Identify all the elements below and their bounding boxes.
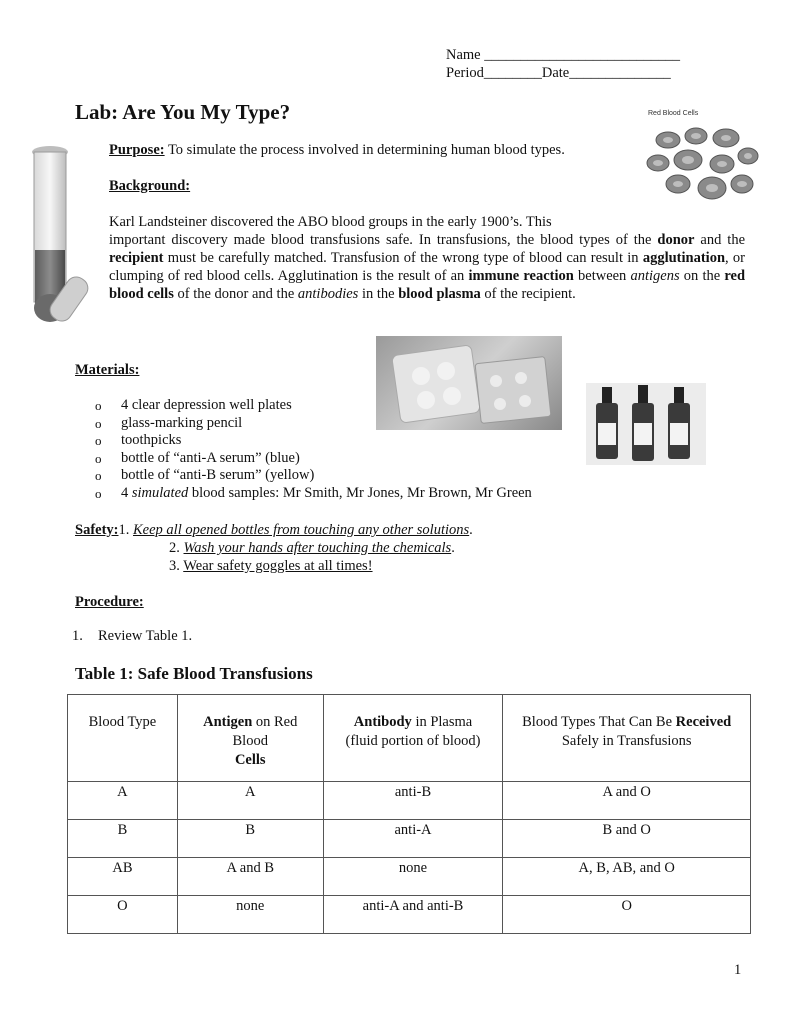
safety-rule-3: 3. Wear safety goggles at all times! — [169, 558, 373, 574]
table-cell: A — [68, 782, 178, 820]
materials-heading: Materials: — [75, 362, 140, 378]
header-blood-type: Blood Type — [68, 695, 178, 782]
table-cell: B and O — [503, 820, 751, 858]
background-heading: Background: — [109, 178, 191, 194]
procedure-step-1: 1. Review Table 1. — [72, 628, 193, 644]
blood-transfusion-table — [67, 694, 751, 934]
red-blood-cells-image — [638, 108, 763, 208]
list-item: o bottle of “anti-B serum” (yellow) — [95, 467, 315, 483]
table-cell: AB — [68, 858, 178, 896]
background-line-1: Karl Landsteiner discovered the ABO blood groups in the early 1900’s. This — [109, 214, 552, 230]
header-antigen: Antigen on Red Blood Cells — [177, 695, 323, 782]
table-row — [68, 896, 751, 934]
background-body: important discovery made blood transfusions safe. In transfusions, the blood types of the donor and the recipient must be carefully matched. Transfusion of the wrong type of blood can result in agglutination, or clumping of red blood cells. Agglutination is the result of an immune reaction between antigens on the red blood cells of the donor and the antibodies in the blood plasma of the recipient. — [109, 232, 746, 302]
table-cell: anti-B — [323, 782, 503, 820]
header-antibody: Antibody in Plasma (fluid portion of blood) — [323, 695, 503, 782]
list-item: o bottle of “anti-A serum” (blue) — [95, 449, 300, 466]
table-cell: none — [177, 896, 323, 934]
safety-rule-2: 2. Wash your hands after touching the chemicals. — [169, 540, 455, 556]
table-header-row — [68, 695, 751, 782]
purpose-text: To simulate the process involved in determining human blood types. — [164, 142, 565, 158]
table-cell: anti-A — [323, 820, 503, 858]
table-cell: B — [68, 820, 178, 858]
table-cell: A — [177, 782, 323, 820]
serum-bottles-image — [586, 383, 706, 465]
procedure-heading: Procedure: — [75, 594, 144, 610]
purpose-label: Purpose: — [109, 142, 165, 158]
table-title: Table 1: Safe Blood Transfusions — [75, 664, 313, 683]
list-item: o 4 simulated blood samples: Mr Smith, Mr Jones, Mr Brown, Mr Green — [95, 484, 532, 501]
name-field: Name ___________________________ — [446, 47, 680, 63]
table-cell: A, B, AB, and O — [503, 858, 751, 896]
safety-section — [75, 521, 473, 575]
table-cell: A and O — [503, 782, 751, 820]
test-tube-image — [28, 140, 98, 330]
table-cell: B — [177, 820, 323, 858]
page-number: 1 — [734, 962, 742, 978]
table-cell: O — [503, 896, 751, 934]
header-received: Blood Types That Can Be Received Safely in Transfusions — [503, 695, 751, 782]
purpose-line — [109, 142, 565, 159]
page-title: Lab: Are You My Type? — [75, 100, 291, 124]
period-date-field: Period________Date______________ — [446, 65, 671, 81]
image-caption: Red Blood Cells — [648, 110, 699, 117]
table-cell: anti-A and anti-B — [323, 896, 503, 934]
safety-rule-1: Safety:1. Keep all opened bottles from touching any other solutions. — [75, 522, 473, 538]
table-cell: O — [68, 896, 178, 934]
list-item: o 4 clear depression well plates — [95, 397, 292, 413]
table-cell: none — [323, 858, 503, 896]
list-item: o toothpicks — [95, 432, 182, 448]
background-paragraph — [109, 213, 745, 303]
list-item: o glass-marking pencil — [95, 414, 243, 431]
table-cell: A and B — [177, 858, 323, 896]
table-row — [68, 820, 751, 858]
materials-list — [95, 397, 532, 502]
table-row — [68, 858, 751, 896]
table-row — [68, 782, 751, 820]
